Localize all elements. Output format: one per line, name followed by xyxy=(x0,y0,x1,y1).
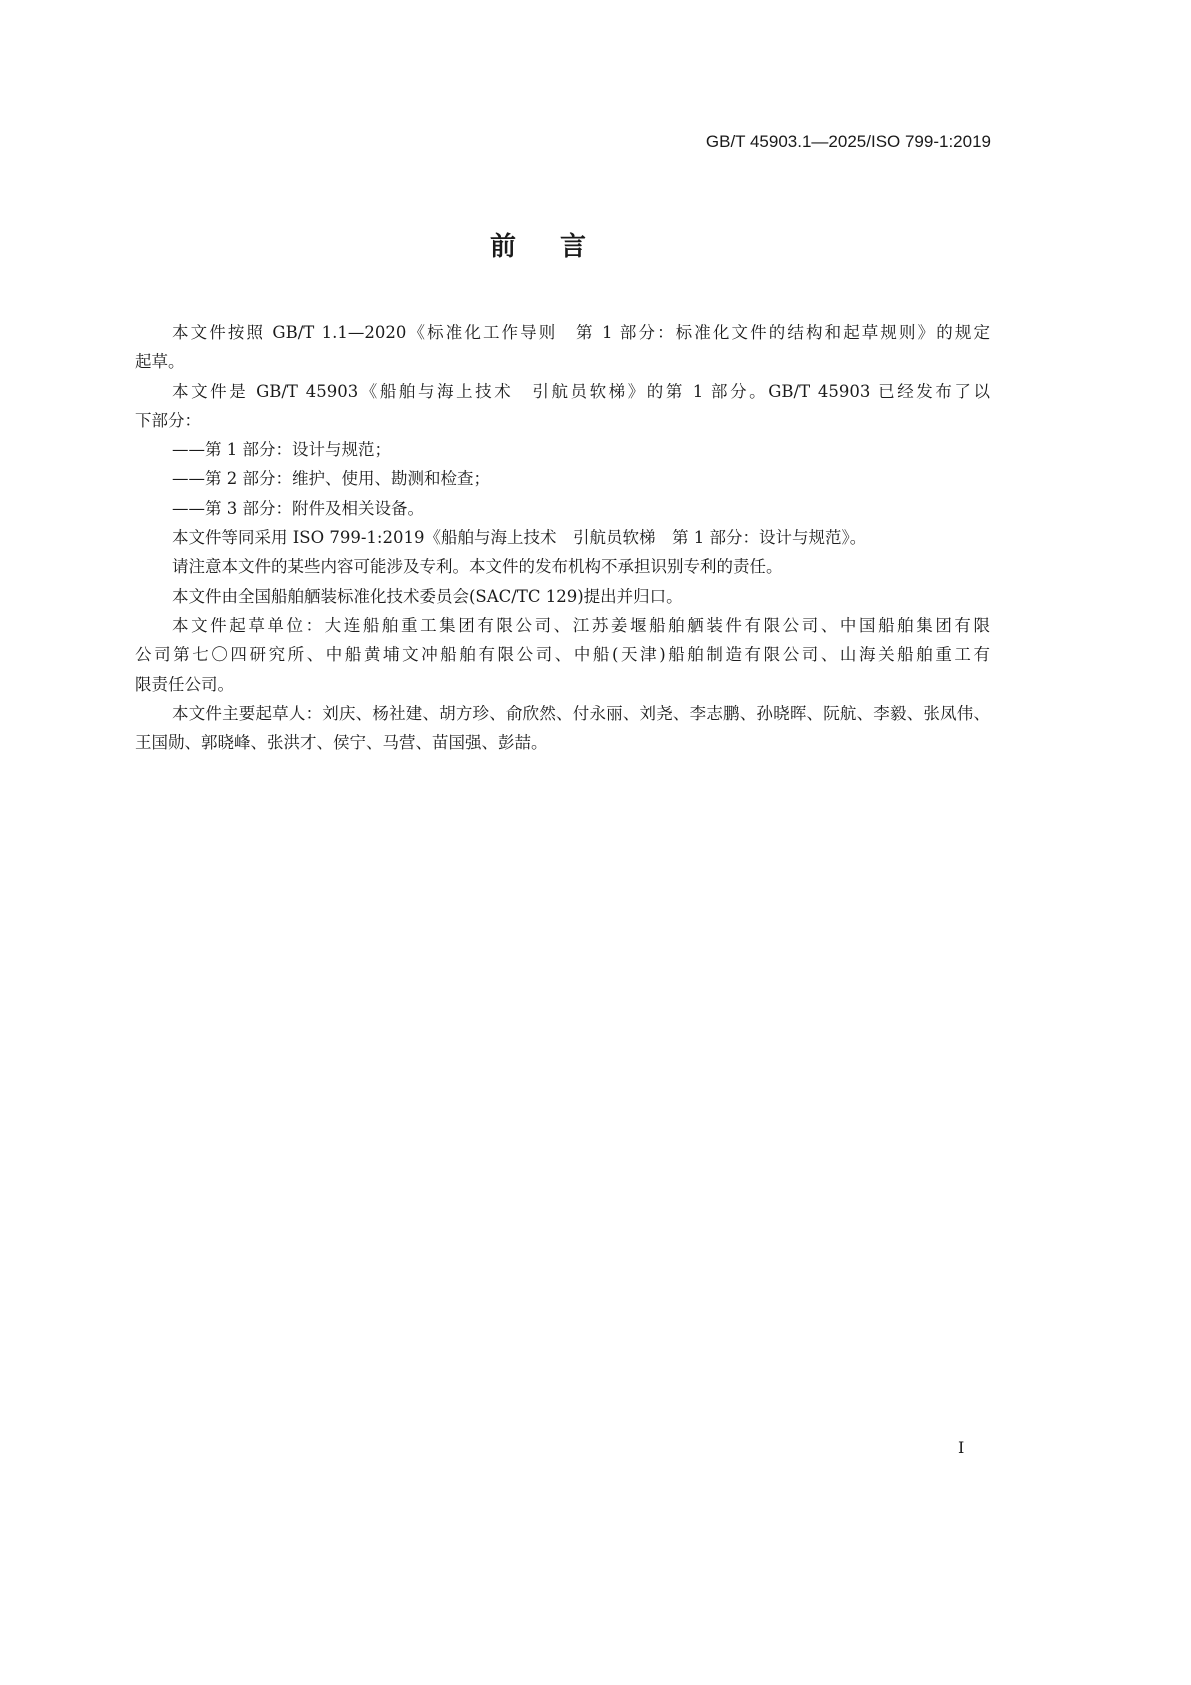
text-line: 本文件等同采用 ISO 799-1:2019《船舶与海上技术 引航员软梯 第 1 部分：设计与规范》。 xyxy=(172,528,867,548)
text-line: ——第 1 部分：设计与规范； xyxy=(172,440,391,460)
text-line: 起草。 xyxy=(135,352,185,372)
text-line: ——第 3 部分：附件及相关设备。 xyxy=(172,498,424,518)
document-number-header: GB/T 45903.1—2025/ISO 799-1:2019 xyxy=(705,132,991,151)
page-number: I xyxy=(958,1438,965,1457)
foreword-body xyxy=(135,318,990,757)
text-line: ——第 2 部分：维护、使用、勘测和检查； xyxy=(172,469,490,489)
text-line: 王国勋、郭晓峰、张洪才、侯宁、马营、苗国强、彭喆。 xyxy=(135,733,548,753)
text-line: 本文件起草单位：大连船舶重工集团有限公司、江苏姜堰船舶舾装件有限公司、中国船舶集团有限 xyxy=(172,615,990,635)
text-line: 本文件主要起草人：刘庆、杨社建、胡方珍、俞欣然、付永丽、刘尧、李志鹏、孙晓晖、阮航、李毅、张凤伟、 xyxy=(172,703,990,723)
text-line: 本文件是 GB/T 45903《船舶与海上技术 引航员软梯》的第 1 部分。GB/T 45903 已经发布了以 xyxy=(172,381,990,401)
text-line: 本文件由全国船舶舾装标准化技术委员会(SAC/TC 129)提出并归口。 xyxy=(172,586,683,606)
text-line: 公司第七〇四研究所、中船黄埔文冲船舶有限公司、中船(天津)船舶制造有限公司、山海关船舶重工有 xyxy=(135,645,990,665)
text-line: 限责任公司。 xyxy=(135,674,234,694)
text-line: 请注意本文件的某些内容可能涉及专利。本文件的发布机构不承担识别专利的责任。 xyxy=(172,557,783,577)
text-line: 本文件按照 GB/T 1.1—2020《标准化工作导则 第 1 部分：标准化文件的结构和起草规则》的规定 xyxy=(172,323,990,342)
text-line: 下部分： xyxy=(135,410,201,430)
page-title: 前言 xyxy=(489,232,630,262)
